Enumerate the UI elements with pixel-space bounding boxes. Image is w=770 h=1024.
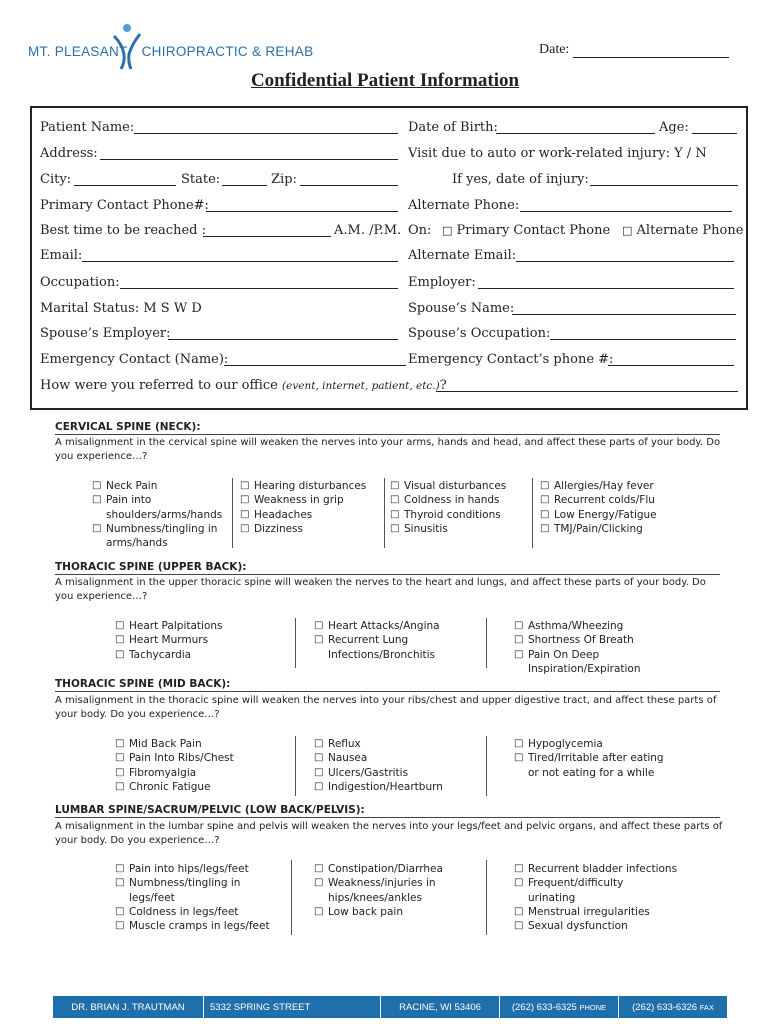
section-title-thoracic-upper: THORACIC SPINE (UPPER BACK): — [55, 561, 247, 573]
symptom-label: Weakness in grip — [254, 494, 344, 507]
checkbox-icon[interactable]: □ — [92, 522, 102, 534]
section-desc-thoracic-upper: A misalignment in the upper thoracic spine will weaken the nerves to the heart and lungs, and affect these parts of your body. Do you experience…? — [55, 577, 706, 602]
symptom-checkbox-item[interactable] — [115, 780, 295, 794]
dob-field[interactable] — [496, 132, 655, 134]
opt-alt-checkbox[interactable] — [622, 223, 743, 238]
symptom-col — [314, 619, 484, 662]
symptom-label: Indigestion/Heartburn — [328, 780, 443, 793]
spouse-occupation-field[interactable] — [550, 338, 736, 340]
footer-doctor: DR. BRIAN J. TRAUTMAN — [71, 1001, 185, 1013]
checkbox-icon[interactable]: □ — [390, 508, 400, 520]
spouse-employer-field[interactable] — [168, 338, 398, 340]
symptom-checkbox-item[interactable] — [92, 493, 232, 522]
checkbox-icon[interactable]: □ — [115, 738, 125, 749]
symptom-checkbox-item[interactable] — [115, 737, 295, 751]
symptom-label: Pain Into Ribs/Chest — [129, 752, 234, 765]
occupation-label: Occupation: — [40, 275, 120, 290]
checkbox-icon[interactable]: □ — [540, 508, 550, 520]
primary-phone-label: Primary Contact Phone#: — [40, 198, 209, 213]
symptom-label: Frequent/difficulty urinating — [528, 877, 624, 904]
checkbox-icon[interactable]: □ — [540, 522, 550, 534]
divider — [291, 860, 292, 935]
alt-email-label: Alternate Email: — [408, 248, 517, 263]
symptom-label: Menstrual irregularities — [528, 905, 650, 918]
symptom-label: Tachycardia — [129, 648, 192, 661]
brand-name — [28, 44, 313, 59]
symptom-col — [390, 479, 530, 536]
symptom-label: Constipation/Diarrhea — [328, 863, 443, 875]
symptom-label: Reflux — [328, 738, 361, 750]
checkbox-icon[interactable]: □ — [514, 634, 524, 646]
symptom-label: Muscle cramps in legs/feet — [129, 920, 270, 933]
symptom-checkbox-item[interactable] — [240, 522, 380, 536]
checkbox-icon[interactable]: □ — [390, 522, 400, 534]
checkbox-icon[interactable]: □ — [540, 494, 550, 506]
divider — [486, 736, 487, 796]
referred-hint: (event, internet, patient, etc.) — [282, 380, 440, 392]
section-desc-cervical: A misalignment in the cervical spine will weaken the nerves into your arms, hands and head, and affect these parts of your body. Do you experience…? — [55, 437, 721, 462]
symptom-checkbox-item[interactable] — [314, 619, 484, 633]
checkbox-icon[interactable]: □ — [115, 620, 125, 631]
city-label: City: — [40, 172, 72, 187]
symptom-checkbox-item[interactable] — [92, 479, 232, 493]
address-field[interactable] — [100, 158, 398, 160]
email-label: Email: — [40, 248, 83, 263]
symptom-label: Visual disturbances — [404, 480, 507, 492]
checkbox-icon[interactable]: □ — [92, 494, 102, 506]
state-field[interactable] — [222, 184, 267, 186]
symptom-label: Hearing disturbances — [254, 480, 367, 492]
checkbox-icon[interactable]: □ — [390, 480, 400, 491]
referred-question-mark: ? — [439, 378, 447, 393]
patient-name-field[interactable] — [134, 132, 398, 134]
checkbox-icon[interactable]: □ — [514, 920, 524, 932]
symptom-label: Low back pain — [328, 905, 403, 918]
age-label: Age: — [659, 120, 689, 135]
symptom-label: Pain into shoulders/arms/hands — [106, 494, 223, 521]
symptom-label: Coldness in legs/feet — [129, 905, 239, 918]
symptom-checkbox-item[interactable] — [540, 493, 680, 507]
fax-number: (262) 633-6326 — [632, 1001, 698, 1013]
divider — [55, 817, 720, 818]
symptom-label: Nausea — [328, 752, 368, 765]
opt-alt-label: Alternate Phone — [636, 223, 744, 238]
symptom-checkbox-item[interactable] — [115, 633, 295, 647]
phone-label: PHONE — [579, 1002, 607, 1012]
symptom-checkbox-item[interactable] — [115, 876, 295, 905]
visit-auto-label: Visit due to auto or work-related injury: Y / N — [408, 146, 707, 161]
date-field[interactable] — [539, 42, 729, 58]
section-desc-thoracic-mid: A misalignment in the thoracic spine will weaken the nerves into your ribs/chest and upper digestive tract, and affect these parts of your body. Do you experience…? — [55, 695, 717, 720]
checkbox-icon[interactable]: □ — [314, 738, 324, 749]
emergency-name-label: Emergency Contact (Name): — [40, 352, 229, 367]
checkbox-icon: □ — [622, 224, 633, 237]
symptom-col — [115, 862, 295, 933]
checkbox-icon[interactable]: □ — [314, 905, 324, 917]
address-label: Address: — [40, 146, 98, 161]
section-title-thoracic-mid: THORACIC SPINE (MID BACK): — [55, 678, 231, 690]
checkbox-icon[interactable]: □ — [115, 877, 125, 889]
divider — [384, 478, 385, 548]
checkbox-icon[interactable]: □ — [314, 620, 324, 631]
symptom-label: Thyroid conditions — [404, 508, 501, 521]
checkbox-icon[interactable]: □ — [314, 634, 324, 646]
symptom-checkbox-item[interactable] — [240, 493, 380, 507]
primary-phone-field[interactable] — [206, 210, 398, 212]
checkbox-icon[interactable]: □ — [314, 863, 324, 874]
phone-number: (262) 633-6325 — [511, 1001, 577, 1013]
symptom-label: Chronic Fatigue — [129, 780, 211, 793]
symptom-label: Sinusitis — [404, 522, 448, 535]
checkbox-icon[interactable]: □ — [514, 648, 524, 660]
symptom-col — [240, 479, 380, 536]
symptom-checkbox-item[interactable] — [540, 479, 680, 493]
checkbox-icon[interactable]: □ — [240, 480, 250, 491]
on-label: On: — [408, 223, 432, 238]
section-desc-lumbar: A misalignment in the lumbar spine and pelvis will weaken the nerves into your legs/feet and pelvic organs, and affect these parts of your body. Do you experience…? — [55, 821, 723, 846]
symptom-label: Numbness/tingling in arms/hands — [106, 522, 218, 550]
symptom-label: Asthma/Wheezing — [528, 620, 624, 632]
spouse-name-label: Spouse’s Name: — [408, 301, 515, 316]
symptom-checkbox-item[interactable] — [514, 751, 694, 780]
checkbox-icon[interactable]: □ — [314, 752, 324, 764]
symptom-col — [514, 619, 684, 676]
spouse-name-field[interactable] — [512, 313, 736, 315]
symptom-checkbox-item[interactable] — [390, 493, 530, 507]
symptom-checkbox-item[interactable] — [314, 737, 484, 751]
symptom-checkbox-item[interactable] — [514, 919, 714, 933]
injury-date-field[interactable] — [590, 184, 738, 186]
date-line[interactable] — [573, 45, 729, 58]
checkbox-icon[interactable]: □ — [514, 738, 524, 749]
divider — [486, 860, 487, 935]
symptom-checkbox-item[interactable] — [514, 905, 714, 919]
symptom-checkbox-item[interactable] — [314, 862, 484, 876]
if-yes-label: If yes, date of injury: — [452, 172, 589, 187]
checkbox-icon[interactable]: □ — [514, 620, 524, 631]
alt-email-field[interactable] — [516, 260, 734, 262]
spouse-occupation-label: Spouse’s Occupation: — [408, 326, 551, 341]
symptom-checkbox-item[interactable] — [314, 633, 484, 662]
checkbox-icon[interactable]: □ — [115, 780, 125, 792]
symptom-checkbox-item[interactable] — [115, 862, 295, 876]
checkbox-icon[interactable]: □ — [115, 905, 125, 917]
checkbox-icon[interactable]: □ — [115, 648, 125, 660]
footer-city: RACINE, WI 53406 — [399, 1001, 481, 1013]
page-title: Confidential Patient Information — [250, 70, 520, 91]
symptom-label: Pain On Deep Inspiration/Expiration — [528, 648, 641, 675]
symptom-label: Recurrent Lung Infections/Bronchitis — [328, 634, 436, 661]
occupation-field[interactable] — [120, 287, 398, 289]
symptom-checkbox-item[interactable] — [115, 619, 295, 633]
divider — [532, 478, 533, 548]
symptom-checkbox-item[interactable] — [540, 508, 680, 522]
employer-field[interactable] — [478, 287, 734, 289]
symptom-label: Pain into hips/legs/feet — [129, 863, 249, 875]
checkbox-icon[interactable]: □ — [115, 634, 125, 646]
fax-label: FAX — [699, 1002, 714, 1012]
symptom-label: Dizziness — [254, 522, 303, 535]
opt-primary-label: Primary Contact Phone — [456, 223, 611, 238]
checkbox-icon[interactable]: □ — [115, 752, 125, 764]
divider — [232, 478, 233, 548]
alt-phone-label: Alternate Phone: — [408, 198, 520, 213]
symptom-checkbox-item[interactable] — [514, 619, 684, 633]
checkbox-icon[interactable]: □ — [92, 480, 102, 491]
symptom-label: Recurrent bladder infections — [528, 863, 678, 875]
divider — [486, 618, 487, 668]
footer-phone — [500, 1002, 618, 1013]
symptom-checkbox-item[interactable] — [240, 479, 380, 493]
zip-field[interactable] — [300, 184, 398, 186]
checkbox-icon[interactable]: □ — [514, 863, 524, 874]
checkbox-icon[interactable]: □ — [314, 766, 324, 778]
checkbox-icon[interactable]: □ — [314, 877, 324, 889]
symptom-label: Tired/Irritable after eating or not eating for a while — [528, 752, 664, 779]
spouse-employer-label: Spouse’s Employer: — [40, 326, 171, 341]
symptom-label: Mid Back Pain — [129, 738, 202, 750]
symptom-checkbox-item[interactable] — [240, 508, 380, 522]
checkbox-icon[interactable]: □ — [240, 522, 250, 534]
symptom-col — [92, 479, 232, 550]
symptom-label: Heart Palpitations — [129, 620, 223, 632]
marital-status-label: Marital Status: M S W D — [40, 301, 202, 316]
checkbox-icon[interactable]: □ — [314, 780, 324, 792]
brand-left: MT. PLEASANT — [28, 44, 128, 59]
checkbox-icon[interactable]: □ — [390, 494, 400, 506]
symptom-checkbox-item[interactable] — [390, 522, 530, 536]
symptom-checkbox-item[interactable] — [390, 508, 530, 522]
referred-label — [40, 378, 447, 393]
symptom-checkbox-item[interactable] — [314, 876, 484, 905]
patient-name-label: Patient Name: — [40, 120, 135, 135]
symptom-label: Headaches — [254, 508, 313, 521]
brand-right: CHIROPRACTIC & REHAB — [141, 44, 314, 59]
divider — [295, 618, 296, 668]
symptom-checkbox-item[interactable] — [115, 905, 295, 919]
footer-fax — [619, 1002, 727, 1013]
symptom-checkbox-item[interactable] — [115, 766, 295, 780]
symptom-checkbox-item[interactable] — [514, 876, 714, 905]
symptom-checkbox-item[interactable] — [115, 919, 295, 933]
city-field[interactable] — [74, 184, 176, 186]
symptom-checkbox-item[interactable] — [514, 633, 684, 647]
opt-primary-checkbox[interactable] — [442, 223, 610, 238]
checkbox-icon[interactable]: □ — [514, 905, 524, 917]
symptom-label: Low Energy/Fatigue — [554, 508, 657, 521]
symptom-label: TMJ/Pain/Clicking — [554, 522, 643, 535]
symptom-checkbox-item[interactable] — [514, 737, 694, 751]
symptom-checkbox-item[interactable] — [540, 522, 680, 536]
alt-phone-field[interactable] — [520, 210, 732, 212]
state-label: State: — [181, 172, 221, 187]
symptom-checkbox-item[interactable] — [514, 648, 684, 677]
referred-text: How were you referred to our office — [40, 378, 278, 393]
section-title-cervical: CERVICAL SPINE (NECK): — [55, 421, 201, 433]
symptom-label: Heart Murmurs — [129, 634, 209, 647]
zip-label: Zip: — [271, 172, 297, 187]
footer-bar — [53, 996, 727, 1018]
symptom-label: Allergies/Hay fever — [554, 480, 654, 492]
date-label: Date: — [539, 42, 570, 57]
symptom-label: Sexual dysfunction — [528, 920, 628, 933]
symptom-checkbox-item[interactable] — [314, 751, 484, 765]
emergency-phone-field[interactable] — [608, 364, 734, 366]
symptom-col — [540, 479, 680, 536]
section-title-lumbar: LUMBAR SPINE/SACRUM/PELVIC (LOW BACK/PELVIS): — [55, 804, 365, 816]
best-time-field[interactable] — [203, 235, 331, 237]
divider — [55, 691, 720, 692]
symptom-checkbox-item[interactable] — [314, 766, 484, 780]
checkbox-icon[interactable]: □ — [540, 480, 550, 491]
symptom-label: Hypoglycemia — [528, 738, 603, 750]
symptom-label: Heart Attacks/Angina — [328, 620, 440, 632]
divider — [295, 736, 296, 796]
symptom-label: Neck Pain — [106, 480, 158, 492]
symptom-checkbox-item[interactable] — [314, 905, 484, 919]
checkbox-icon[interactable]: □ — [115, 863, 125, 874]
symptom-label: Numbness/tingling in legs/feet — [129, 877, 241, 904]
referred-field[interactable] — [436, 390, 738, 392]
divider — [55, 574, 720, 575]
symptom-col — [314, 862, 484, 919]
checkbox-icon[interactable]: □ — [514, 752, 524, 764]
symptom-checkbox-item[interactable] — [514, 862, 714, 876]
symptom-label: Shortness Of Breath — [528, 634, 634, 647]
checkbox-icon[interactable]: □ — [514, 877, 524, 889]
dob-label: Date of Birth: — [408, 120, 498, 135]
symptom-checkbox-item[interactable] — [390, 479, 530, 493]
checkbox-icon[interactable]: □ — [240, 508, 250, 520]
symptom-checkbox-item[interactable] — [115, 648, 295, 662]
emergency-phone-label: Emergency Contact’s phone #: — [408, 352, 614, 367]
symptom-col — [514, 862, 714, 933]
emergency-name-field[interactable] — [224, 364, 406, 366]
symptom-col — [115, 737, 295, 794]
age-field[interactable] — [692, 132, 737, 134]
symptom-label: Weakness/injuries in hips/knees/ankles — [328, 877, 436, 904]
symptom-label: Ulcers/Gastritis — [328, 766, 409, 779]
divider — [55, 434, 720, 435]
symptom-label: Fibromyalgia — [129, 766, 197, 779]
email-field[interactable] — [82, 260, 398, 262]
symptom-col — [514, 737, 694, 780]
symptom-col — [314, 737, 484, 794]
am-pm-label: A.M. /P.M. — [334, 223, 402, 238]
symptom-checkbox-item[interactable] — [314, 780, 484, 794]
employer-label: Employer: — [408, 275, 476, 290]
footer-street: 5332 SPRING STREET — [210, 1001, 311, 1013]
symptom-label: Coldness in hands — [404, 494, 500, 507]
symptom-checkbox-item[interactable] — [92, 522, 232, 551]
checkbox-icon[interactable]: □ — [115, 920, 125, 932]
checkbox-icon: □ — [442, 224, 453, 237]
symptom-checkbox-item[interactable] — [115, 751, 295, 765]
checkbox-icon[interactable]: □ — [115, 766, 125, 778]
best-time-label: Best time to be reached : — [40, 223, 206, 238]
checkbox-icon[interactable]: □ — [240, 494, 250, 506]
symptom-col — [115, 619, 295, 662]
symptom-label: Recurrent colds/Flu — [554, 494, 655, 507]
